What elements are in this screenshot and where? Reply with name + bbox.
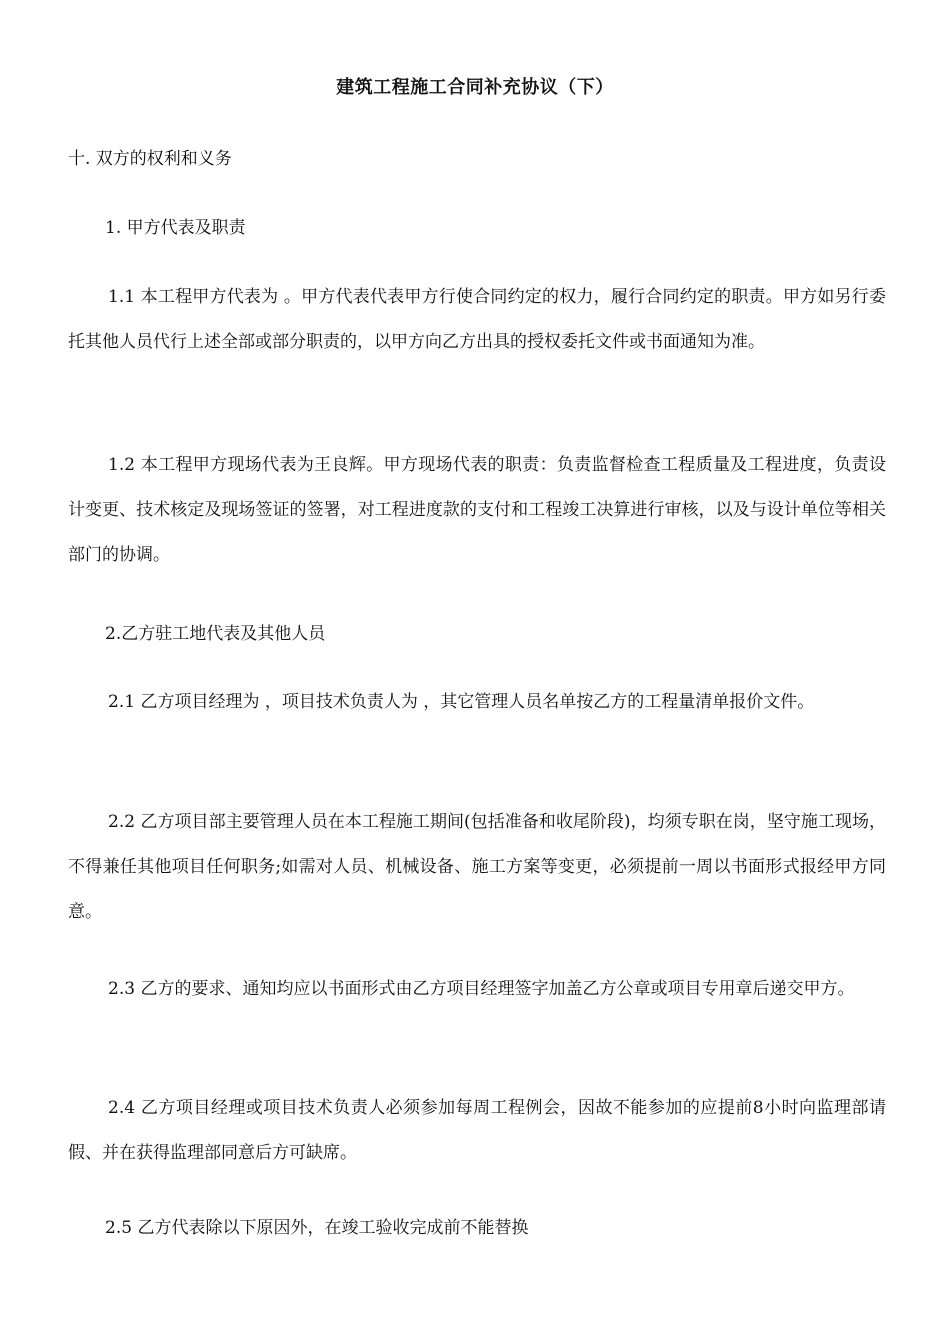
document-title: 建筑工程施工合同补充协议（下） xyxy=(336,77,614,98)
paragraph-2-3: 2.3 乙方的要求、通知均应以书面形式由乙方项目经理签字加盖乙方公章或项目专用章后递交甲方。 xyxy=(108,979,855,999)
paragraph-2-1: 2.1 乙方项目经理为 ，项目技术负责人为 ，其它管理人员名单按乙方的工程量清单报价文件。 xyxy=(108,692,815,712)
paragraph-2-5: 2.5 乙方代表除以下原因外，在竣工验收完成前不能替换 xyxy=(105,1218,529,1238)
paragraph-1-2: 1.2 本工程甲方现场代表为王良辉。甲方现场代表的职责：负责监督检查工程质量及工程进度，负责设计变更、技术核定及现场签证的签署，对工程进度款的支付和工程竣工决算进行审核，以及与设计单位等相关部门的协调。 xyxy=(68,455,886,565)
paragraph-1-1: 1.1 本工程甲方代表为 。甲方代表代表甲方行使合同约定的权力，履行合同约定的职责。甲方如另行委托其他人员代行上述全部或部分职责的，以甲方向乙方出具的授权委托文件或书面通知为准。 xyxy=(68,287,886,352)
subsection-heading-1: 1. 甲方代表及职责 xyxy=(105,218,246,238)
subsection-heading-2: 2.乙方驻工地代表及其他人员 xyxy=(105,624,326,644)
paragraph-2-2: 2.2 乙方项目部主要管理人员在本工程施工期间(包括准备和收尾阶段)，均须专职在岗，坚守施工现场，不得兼任其他项目任何职务;如需对人员、机械设备、施工方案等变更，必须提前一周以书面形式报经甲方同意。 xyxy=(68,812,886,922)
section-heading: 十. 双方的权利和义务 xyxy=(68,149,232,169)
paragraph-2-4: 2.4 乙方项目经理或项目技术负责人必须参加每周工程例会，因故不能参加的应提前8小时向监理部请假、并在获得监理部同意后方可缺席。 xyxy=(68,1098,886,1163)
